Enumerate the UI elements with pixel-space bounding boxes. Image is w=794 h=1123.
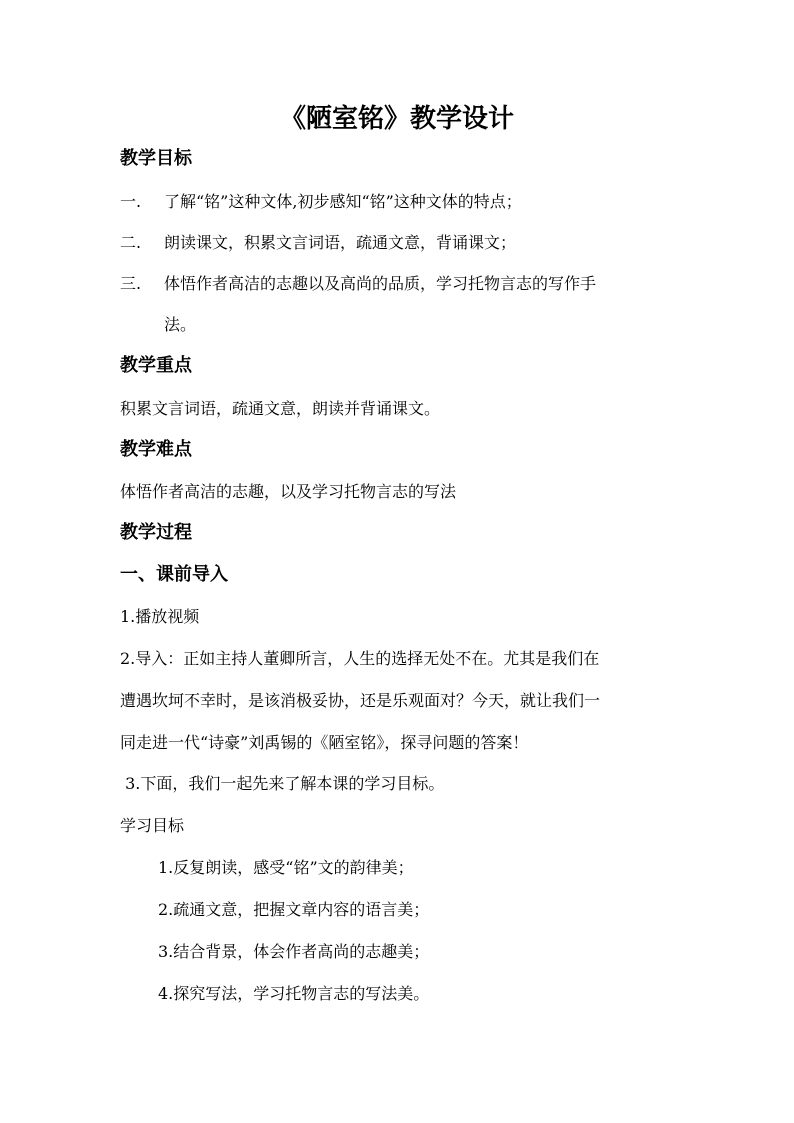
goal-item-1: [120, 190, 522, 214]
goal-item-3-continuation: 法。: [164, 315, 197, 334]
goal-item-1-text: 了解“铭”这种文体,初步感知“铭”这种文体的特点；: [164, 192, 522, 211]
process-step-2-line-3: 同走进一代“诗豪”刘禹锡的《陋室铭》，探寻问题的答案！: [120, 733, 529, 752]
document-title: 《陋室铭》教学设计: [279, 104, 514, 134]
learning-goal-4: 4.探究写法，学习托物言志的写法美。: [158, 984, 430, 1003]
learning-goal-1: 1.反复朗读，感受“铭”文的韵律美；: [158, 858, 414, 877]
goal-item-3-text: 体悟作者高洁的志趣以及高尚的品质，学习托物言志的写作手: [164, 274, 597, 293]
goal-item-3: [120, 272, 596, 296]
process-step-2-line-1: 2.导入：正如主持人董卿所言，人生的选择无处不在。尤其是我们在: [120, 649, 600, 668]
key-points-heading: 教学重点: [120, 355, 192, 376]
process-step-2-line-2: 遭遇坎坷不幸时，是该消极妥协，还是乐观面对？今天，就让我们一: [120, 691, 601, 710]
difficulties-text: 体悟作者高洁的志趣，以及学习托物言志的写法: [120, 482, 457, 501]
process-step-3: 3.下面，我们一起先来了解本课的学习目标。: [120, 774, 445, 793]
goals-heading: 教学目标: [120, 148, 192, 169]
goal-item-2-text: 朗读课文，积累文言词语，疏通文意，背诵课文；: [164, 233, 517, 252]
goal-item-2-number: 二.: [120, 233, 142, 252]
goal-item-2: [120, 231, 516, 255]
process-heading: 教学过程: [120, 522, 192, 543]
learning-goal-2: 2.疏通文意，把握文章内容的语言美；: [158, 900, 430, 919]
learning-goal-3: 3.结合背景，体会作者高尚的志趣美；: [158, 942, 430, 961]
process-sub-heading: 一、课前导入: [120, 564, 228, 585]
difficulties-heading: 教学难点: [120, 439, 192, 460]
key-points-text: 积累文言词语，疏通文意，朗读并背诵课文。: [120, 399, 441, 418]
goal-item-3-number: 三.: [120, 274, 142, 293]
process-step-1: 1.播放视频: [120, 607, 200, 626]
learning-goals-label: 学习目标: [120, 816, 185, 835]
goal-item-1-number: 一.: [120, 192, 142, 211]
